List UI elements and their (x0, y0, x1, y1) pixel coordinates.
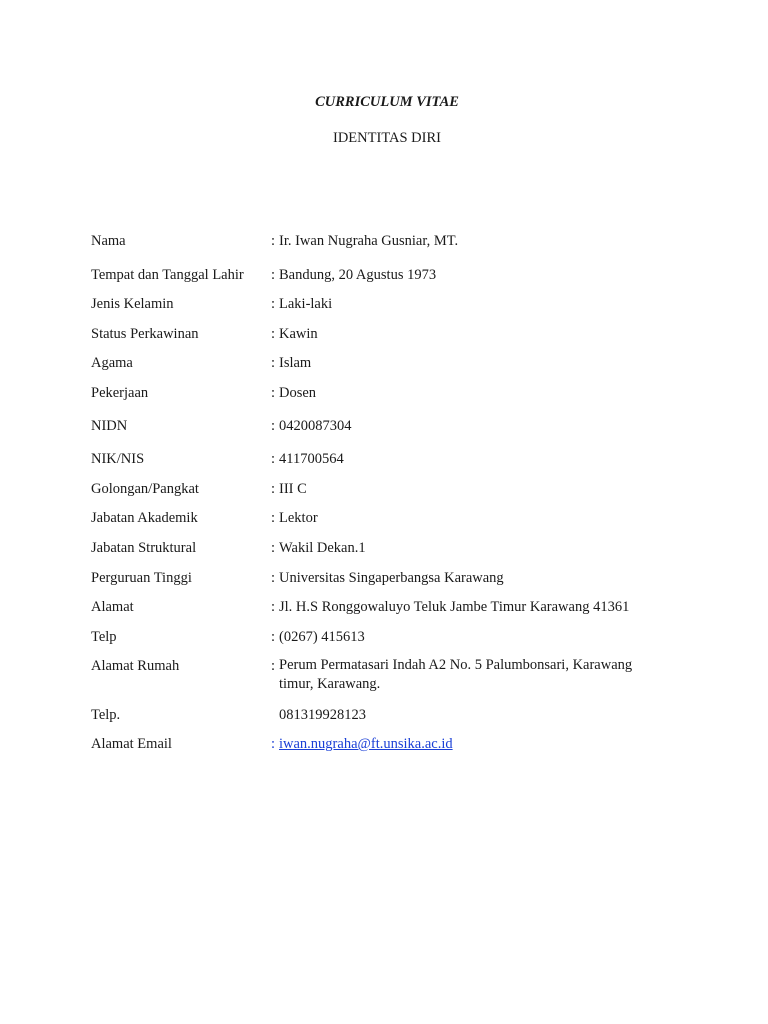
field-colon: : (271, 296, 276, 312)
field-colon: : (271, 385, 276, 401)
field-value: 081319928123 (279, 707, 366, 723)
section-title: IDENTITAS DIRI (333, 130, 441, 146)
field-colon: : (271, 570, 276, 586)
field-value: Islam (279, 355, 312, 371)
field-value: Kawin (279, 326, 318, 342)
field-label: Alamat Email (91, 736, 172, 752)
email-link[interactable]: iwan.nugraha@ft.unsika.ac.id (279, 736, 453, 752)
field-colon: : (271, 326, 276, 342)
field-colon: : (271, 233, 276, 249)
field-value: Wakil Dekan.1 (279, 540, 366, 556)
field-label: Status Perkawinan (91, 326, 199, 342)
field-label: Alamat Rumah (91, 658, 180, 674)
field-label: Golongan/Pangkat (91, 481, 199, 497)
field-value: (0267) 415613 (279, 629, 365, 645)
field-label: Agama (91, 355, 133, 371)
field-label: NIDN (91, 418, 128, 434)
field-colon: : (271, 599, 276, 615)
field-label: Jenis Kelamin (91, 296, 174, 312)
field-colon: : (271, 481, 276, 497)
field-colon: : (271, 510, 276, 526)
field-value: Lektor (279, 510, 318, 526)
field-colon: : (271, 629, 276, 645)
field-value (279, 734, 659, 754)
document-title: CURRICULUM VITAE (315, 94, 459, 110)
field-value: Jl. H.S Ronggowaluyo Teluk Jambe Timur Karawang 41361 (279, 599, 630, 615)
field-label: Perguruan Tinggi (91, 570, 192, 586)
field-value: 411700564 (279, 451, 344, 467)
field-value: 0420087304 (279, 418, 352, 434)
field-label: Nama (91, 233, 126, 249)
field-colon: : (271, 451, 276, 467)
field-value: III C (279, 481, 307, 497)
field-label: NIK/NIS (91, 451, 145, 467)
field-label: Tempat dan Tanggal Lahir (91, 267, 244, 283)
field-colon: : (271, 267, 276, 283)
field-value: Ir. Iwan Nugraha Gusniar, MT. (279, 233, 459, 249)
field-colon: : (271, 355, 276, 371)
field-value: Bandung, 20 Agustus 1973 (279, 267, 437, 283)
field-label: Alamat (91, 599, 134, 615)
field-colon: : (271, 736, 276, 752)
field-value: Universitas Singaperbangsa Karawang (279, 570, 504, 586)
field-label: Pekerjaan (91, 385, 149, 401)
field-label: Jabatan Akademik (91, 510, 198, 526)
field-colon: : (271, 658, 276, 674)
field-value: Laki-laki (279, 296, 333, 312)
field-colon: : (271, 540, 276, 556)
field-label: Telp. (91, 707, 121, 723)
field-label: Jabatan Struktural (91, 540, 197, 556)
field-label: Telp (91, 629, 117, 645)
field-colon: : (271, 418, 276, 434)
field-value: Perum Permatasari Indah A2 No. 5 Palumbonsari, Karawang timur, Karawang. (279, 657, 633, 692)
field-value: Dosen (279, 385, 317, 401)
